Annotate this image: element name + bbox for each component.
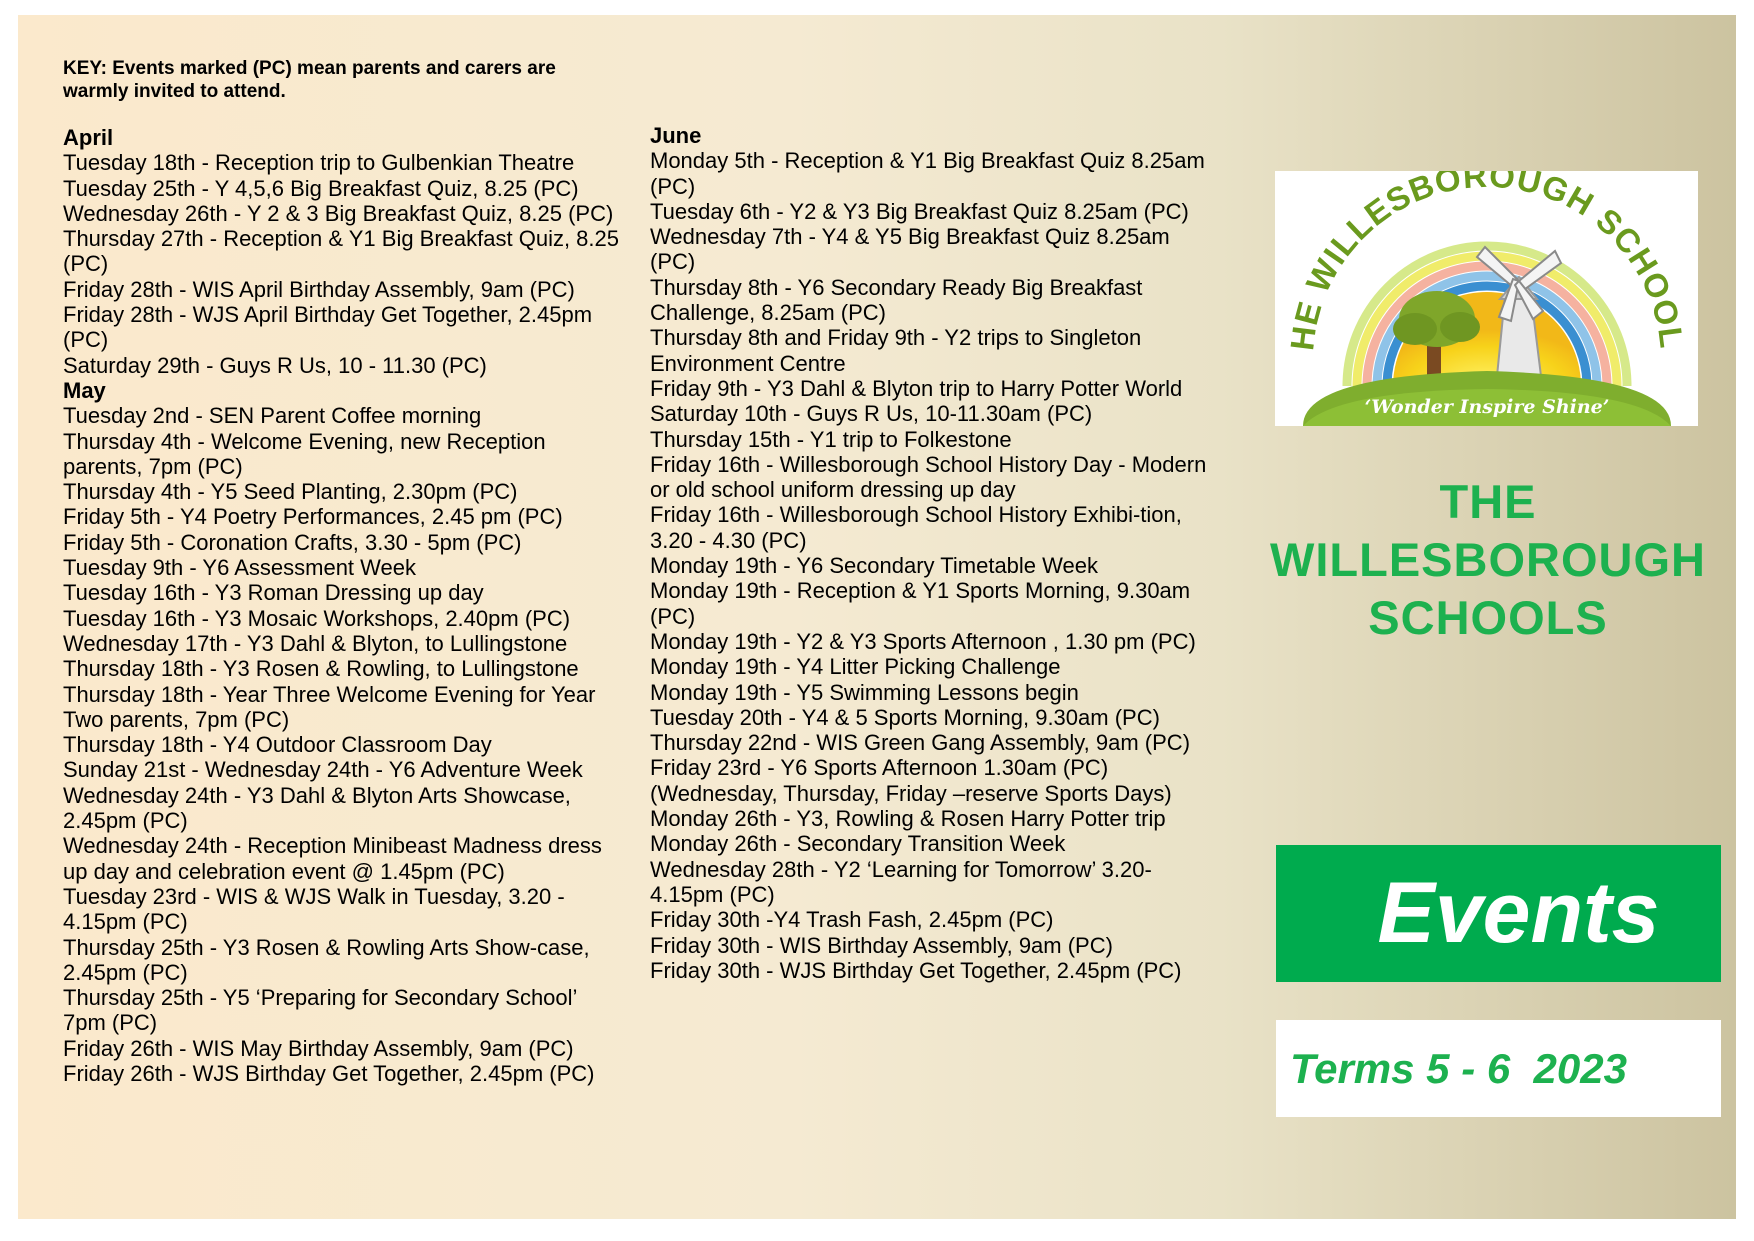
event-item: Tuesday 20th - Y4 & 5 Sports Morning, 9.30am (PC): [650, 704, 1160, 730]
event-item: Monday 19th - Reception & Y1 Sports Morning, 9.30am (PC): [650, 578, 1191, 629]
event-item: Wednesday 26th - Y 2 & 3 Big Breakfast Quiz, 8.25 (PC): [63, 200, 614, 226]
event-item: Friday 30th - WJS Birthday Get Together, 2.45pm (PC): [650, 957, 1182, 983]
event-item: Thursday 4th - Y5 Seed Planting, 2.30pm (PC): [63, 479, 518, 505]
event-item: Wednesday 17th - Y3 Dahl & Blyton, to Lullingstone: [63, 630, 568, 656]
event-item: Friday 26th - WJS Birthday Get Together, 2.45pm (PC): [63, 1060, 595, 1086]
school-title: [1218, 473, 1754, 647]
event-item: Thursday 8th - Y6 Secondary Ready Big Breakfast Challenge, 8.25am (PC): [650, 274, 1143, 326]
key-note: KEY: Events marked (PC) mean parents and carers are warmly invited to attend.: [63, 58, 556, 102]
event-item: Tuesday 16th - Y3 Mosaic Workshops, 2.40pm (PC): [63, 605, 571, 631]
event-item: Friday 16th - Willesborough School History Day - Modern or old school uniform dressing up day: [650, 451, 1207, 503]
event-item: Monday 19th - Y6 Secondary Timetable Week: [650, 553, 1098, 579]
event-item: Friday 9th - Y3 Dahl & Blyton trip to Harry Potter World: [650, 375, 1183, 401]
event-item: Monday 26th - Y3, Rowling & Rosen Harry Potter trip: [650, 806, 1166, 832]
event-item: Monday 19th - Y5 Swimming Lessons begin: [650, 679, 1079, 705]
event-item: Wednesday 24th - Y3 Dahl & Blyton Arts Showcase, 2.45pm (PC): [63, 782, 571, 834]
events-column-1: [63, 125, 623, 1086]
event-item: Thursday 8th and Friday 9th - Y2 trips to Singleton Environment Centre: [650, 325, 1142, 376]
school-title-line: WILLESBOROUGH: [1270, 533, 1706, 586]
events-banner: [1276, 845, 1721, 982]
event-item: Monday 5th - Reception & Y1 Big Breakfast Quiz 8.25am (PC): [650, 148, 1205, 199]
logo-arc-text: HE WILLESBOROUGH SCHOOL: [1283, 171, 1691, 353]
event-item: Thursday 18th - Y4 Outdoor Classroom Day: [63, 732, 492, 758]
event-item: Wednesday 7th - Y4 & Y5 Big Breakfast Quiz 8.25am (PC): [650, 224, 1170, 275]
event-item: Monday 26th - Secondary Transition Week: [650, 831, 1066, 857]
event-item: Monday 19th - Y4 Litter Picking Challenge: [650, 654, 1061, 680]
event-item: Tuesday 6th - Y2 & Y3 Big Breakfast Quiz 8.25am (PC): [650, 198, 1189, 224]
events-flyer: [18, 15, 1736, 1219]
event-item: Tuesday 2nd - SEN Parent Coffee morning: [63, 403, 482, 429]
event-item: Thursday 18th - Y3 Rosen & Rowling, to Lullingstone: [63, 656, 579, 682]
event-item: Friday 28th - WJS April Birthday Get Together, 2.45pm (PC): [63, 302, 593, 353]
terms-banner: [1276, 1020, 1721, 1117]
event-item: Friday 5th - Y4 Poetry Performances, 2.45 pm (PC): [63, 504, 563, 530]
event-item: Thursday 22nd - WIS Green Gang Assembly, 9am (PC): [650, 730, 1191, 756]
event-item: Thursday 25th - Y3 Rosen & Rowling Arts Show-case, 2.45pm (PC): [63, 934, 590, 985]
school-logo: [1275, 171, 1698, 426]
event-item: Thursday 15th - Y1 trip to Folkestone: [650, 426, 1012, 452]
event-item: Tuesday 9th - Y6 Assessment Week: [63, 555, 416, 581]
event-item: Friday 5th - Coronation Crafts, 3.30 - 5pm (PC): [63, 529, 522, 555]
event-item: Friday 16th - Willesborough School History Exhibi-tion, 3.20 - 4.30 (PC): [650, 502, 1182, 553]
event-item: Tuesday 23rd - WIS & WJS Walk in Tuesday, 3.20 - 4.15pm (PC): [63, 883, 565, 935]
event-item: Sunday 21st - Wednesday 24th - Y6 Adventure Week: [63, 757, 583, 783]
school-title-line: SCHOOLS: [1368, 591, 1608, 644]
event-item: Wednesday 28th - Y2 ‘Learning for Tomorrow’ 3.20-4.15pm (PC): [650, 856, 1152, 907]
event-item: Wednesday 24th - Reception Minibeast Madness dress up day and celebration event @ 1.45pm (PC): [63, 833, 602, 884]
event-item: Friday 26th - WIS May Birthday Assembly, 9am (PC): [63, 1035, 574, 1061]
events-column-2: [650, 123, 1210, 983]
event-item: Thursday 4th - Welcome Evening, new Reception parents, 7pm (PC): [63, 428, 546, 479]
event-item: Tuesday 16th - Y3 Roman Dressing up day: [63, 580, 484, 606]
event-item: Tuesday 18th - Reception trip to Gulbenkian Theatre: [63, 150, 575, 176]
event-item: Friday 23rd - Y6 Sports Afternoon 1.30am (PC) (Wednesday, Thursday, Friday –reserve Sports Days): [650, 755, 1172, 806]
event-item: Friday 30th - WIS Birthday Assembly, 9am (PC): [650, 932, 1113, 958]
event-item: Saturday 10th - Guys R Us, 10-11.30am (PC): [650, 401, 1093, 427]
event-item: Saturday 29th - Guys R Us, 10 - 11.30 (PC): [63, 352, 487, 378]
month-heading: May: [63, 377, 106, 403]
terms-label: Terms 5 - 6 2023: [1290, 1044, 1627, 1092]
events-label: Events: [1377, 865, 1660, 961]
event-item: Friday 28th - WIS April Birthday Assembly, 9am (PC): [63, 276, 575, 302]
event-item: Monday 19th - Y2 & Y3 Sports Afternoon , 1.30 pm (PC): [650, 628, 1196, 654]
event-item: Friday 30th -Y4 Trash Fash, 2.45pm (PC): [650, 907, 1054, 933]
month-heading: June: [650, 123, 702, 148]
school-title-line: THE: [1439, 475, 1537, 528]
month-heading: April: [63, 125, 114, 150]
event-item: Thursday 25th - Y5 ‘Preparing for Secondary School’ 7pm (PC): [63, 985, 577, 1036]
logo-artwork: [1275, 171, 1698, 426]
event-item: Tuesday 25th - Y 4,5,6 Big Breakfast Quiz, 8.25 (PC): [63, 175, 579, 201]
event-item: Thursday 27th - Reception & Y1 Big Breakfast Quiz, 8.25 (PC): [63, 226, 620, 277]
event-item: Thursday 18th - Year Three Welcome Evening for Year Two parents, 7pm (PC): [63, 681, 596, 732]
logo-motto: ‘Wonder Inspire Shine’: [1364, 396, 1610, 418]
